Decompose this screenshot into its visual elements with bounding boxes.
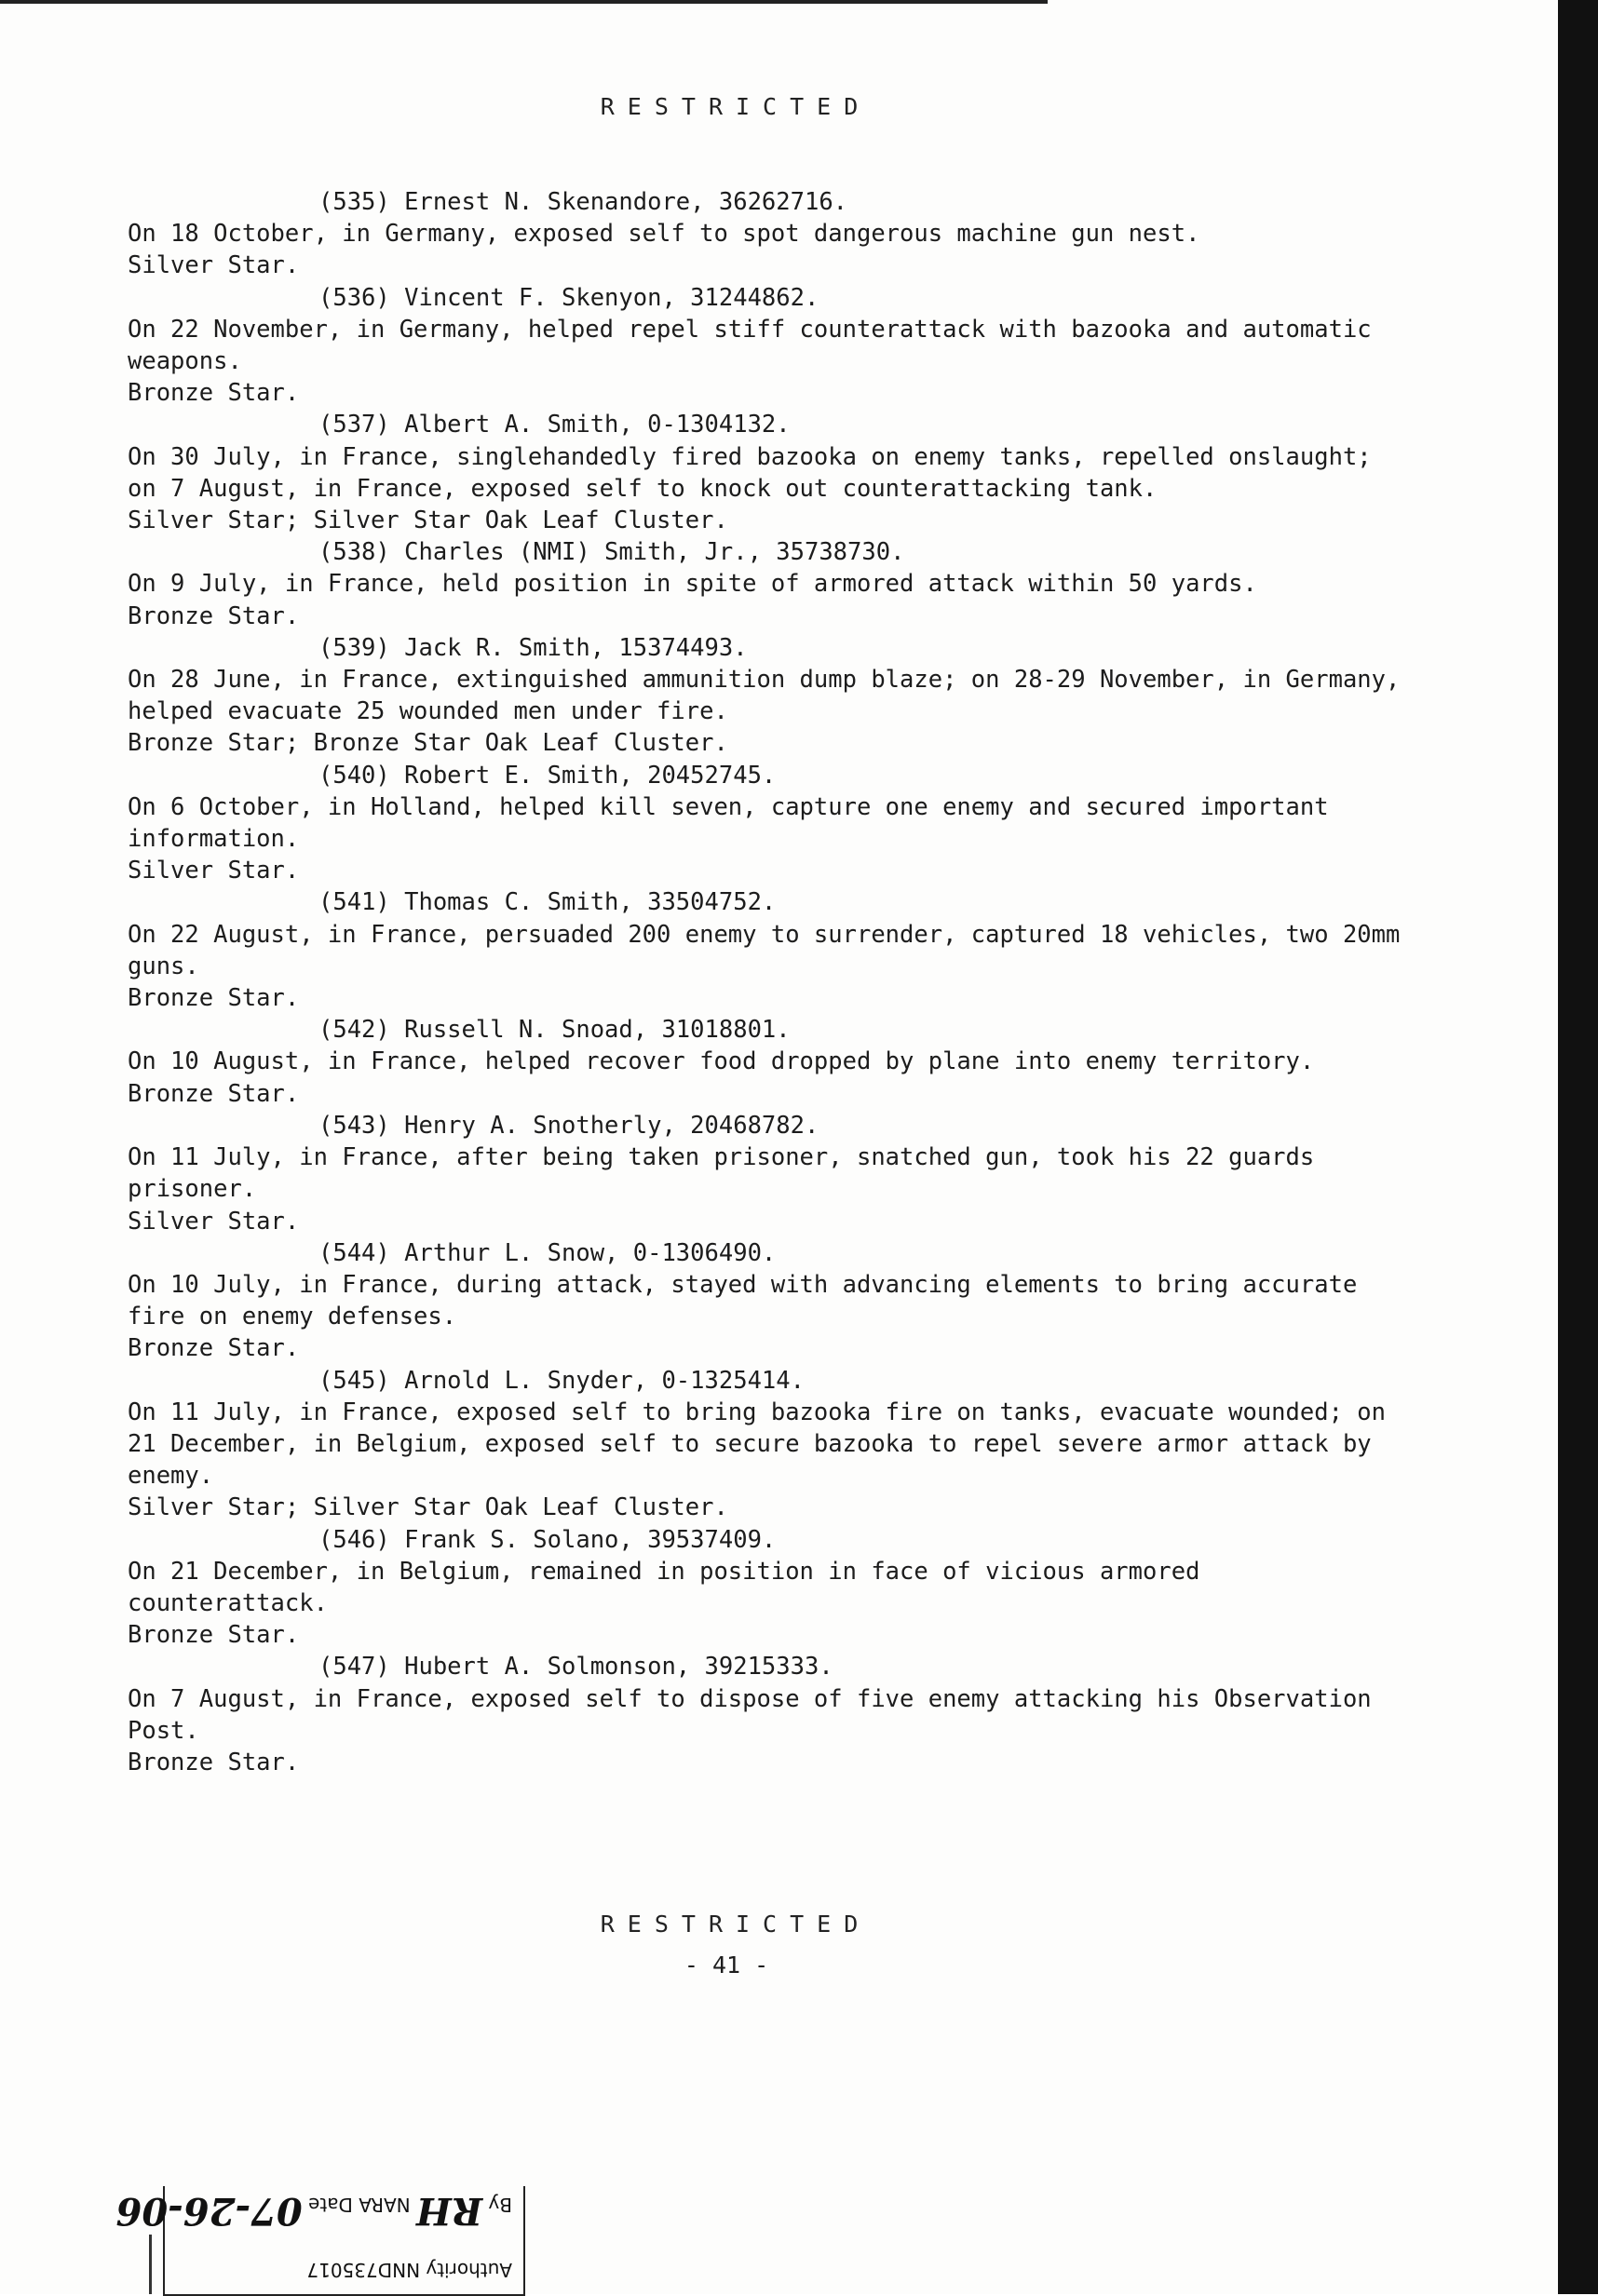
entry-description: On 21 December, in Belgium, remained in position in face of vicious armored counterattack. (128, 1557, 1200, 1617)
entry-description: On 7 August, in France, exposed self to dispose of five enemy attacking his Observation Post. (128, 1684, 1372, 1745)
entry-award: Bronze Star; Bronze Star Oak Leaf Cluster. (128, 729, 728, 758)
declassification-stamp (115, 2186, 525, 2296)
entry-heading: (545) Arnold L. Snyder, 0-1325414. (318, 1366, 805, 1395)
footer-classification: RESTRICTED (600, 1911, 872, 1938)
top-scan-edge (0, 0, 1048, 4)
entry-award: Bronze Star. (128, 601, 300, 630)
entry-description: On 18 October, in Germany, exposed self to spot dangerous machine gun nest. (128, 220, 1200, 249)
citation-entry (128, 760, 1403, 887)
citation-entry (128, 632, 1403, 760)
stamp-authority-line (306, 2259, 512, 2281)
right-scan-edge (1558, 0, 1598, 2294)
citation-list (128, 186, 1403, 1778)
stamp-authority-text: Authority NND735017 (306, 2259, 512, 2281)
entry-heading: (537) Albert A. Smith, 0-1304132. (318, 411, 791, 439)
entry-heading: (536) Vincent F. Skenyon, 31244862. (318, 283, 819, 312)
entry-heading: (535) Ernest N. Skenandore, 36262716. (318, 188, 848, 216)
entry-heading: (546) Frank S. Solano, 39537409. (318, 1525, 777, 1554)
entry-description: On 22 August, in France, persuaded 200 enemy to surrender, captured 18 vehicles, two 20mm guns. (128, 920, 1401, 980)
stamp-edge-mark (149, 2235, 152, 2294)
stamp-date: 07-26-06 (115, 2189, 303, 2233)
citation-entry (128, 186, 1403, 282)
entry-heading: (542) Russell N. Snoad, 31018801. (318, 1016, 791, 1045)
entry-award: Bronze Star. (128, 379, 300, 408)
entry-award: Silver Star. (128, 857, 300, 885)
entry-description: On 30 July, in France, singlehandedly fired bazooka on enemy tanks, repelled onslaught; on 7 August, in France, exposed self to knock out counterattacking tank. (128, 442, 1372, 503)
citation-entry (128, 1110, 1403, 1237)
entry-description: On 28 June, in France, extinguished ammunition dump blaze; on 28-29 November, in Germany, helped evacuate 25 wounded men under fire. (128, 666, 1401, 726)
citation-entry (128, 1365, 1403, 1524)
entry-award: Bronze Star. (128, 984, 300, 1013)
entry-heading: (547) Hubert A. Solmonson, 39215333. (318, 1653, 833, 1681)
entry-description: On 10 July, in France, during attack, stayed with advancing elements to bring accurate fire on enemy defenses. (128, 1270, 1358, 1331)
stamp-date-line (116, 2189, 512, 2233)
entry-description: On 11 July, in France, exposed self to bring bazooka fire on tanks, evacuate wounded; on 21 December, in Belgium, exposed self to secure bazooka to repel severe armor attack by enemy. (128, 1398, 1387, 1491)
entry-heading: (539) Jack R. Smith, 15374493. (318, 633, 748, 662)
entry-description: On 6 October, in Holland, helped kill seven, capture one enemy and secured important information. (128, 792, 1329, 854)
entry-heading: (538) Charles (NMI) Smith, Jr., 35738730. (318, 538, 905, 567)
entry-award: Bronze Star. (128, 1334, 300, 1363)
entry-description: On 11 July, in France, after being taken prisoner, snatched gun, took his 22 guards prisoner. (128, 1143, 1315, 1204)
entry-heading: (540) Robert E. Smith, 20452745. (318, 761, 777, 790)
citation-entry (128, 1014, 1403, 1110)
citation-entry (128, 1524, 1403, 1652)
entry-award: Silver Star. (128, 1207, 300, 1236)
entry-description: On 22 November, in Germany, helped repel stiff counterattack with bazooka and automatic weapons. (128, 315, 1372, 376)
stamp-date-label: NARA Date (308, 2194, 411, 2216)
citation-entry (128, 1651, 1403, 1778)
citation-entry (128, 536, 1403, 632)
entry-award: Bronze Star. (128, 1621, 300, 1650)
entry-award: Silver Star; Silver Star Oak Leaf Cluster. (128, 506, 728, 535)
entry-description: On 9 July, in France, held position in spite of armored attack within 50 yards. (128, 570, 1257, 599)
entry-award: Silver Star. (128, 251, 300, 280)
citation-entry (128, 282, 1403, 410)
entry-heading: (544) Arthur L. Snow, 0-1306490. (318, 1238, 777, 1267)
citation-entry (128, 1237, 1403, 1365)
entry-heading: (543) Henry A. Snotherly, 20468782. (318, 1111, 819, 1140)
entry-heading: (541) Thomas C. Smith, 33504752. (318, 888, 777, 917)
entry-award: Bronze Star. (128, 1079, 300, 1108)
entry-award: Bronze Star. (128, 1748, 300, 1776)
entry-award: Silver Star; Silver Star Oak Leaf Cluster. (128, 1493, 728, 1522)
entry-description: On 10 August, in France, helped recover food dropped by plane into enemy territory. (128, 1047, 1315, 1076)
page-number: - 41 - (684, 1952, 769, 1979)
stamp-initials: RH (416, 2189, 483, 2233)
citation-entry (128, 886, 1403, 1014)
citation-entry (128, 409, 1403, 536)
header-classification: RESTRICTED (600, 93, 872, 120)
stamp-by-label: By (488, 2194, 512, 2216)
